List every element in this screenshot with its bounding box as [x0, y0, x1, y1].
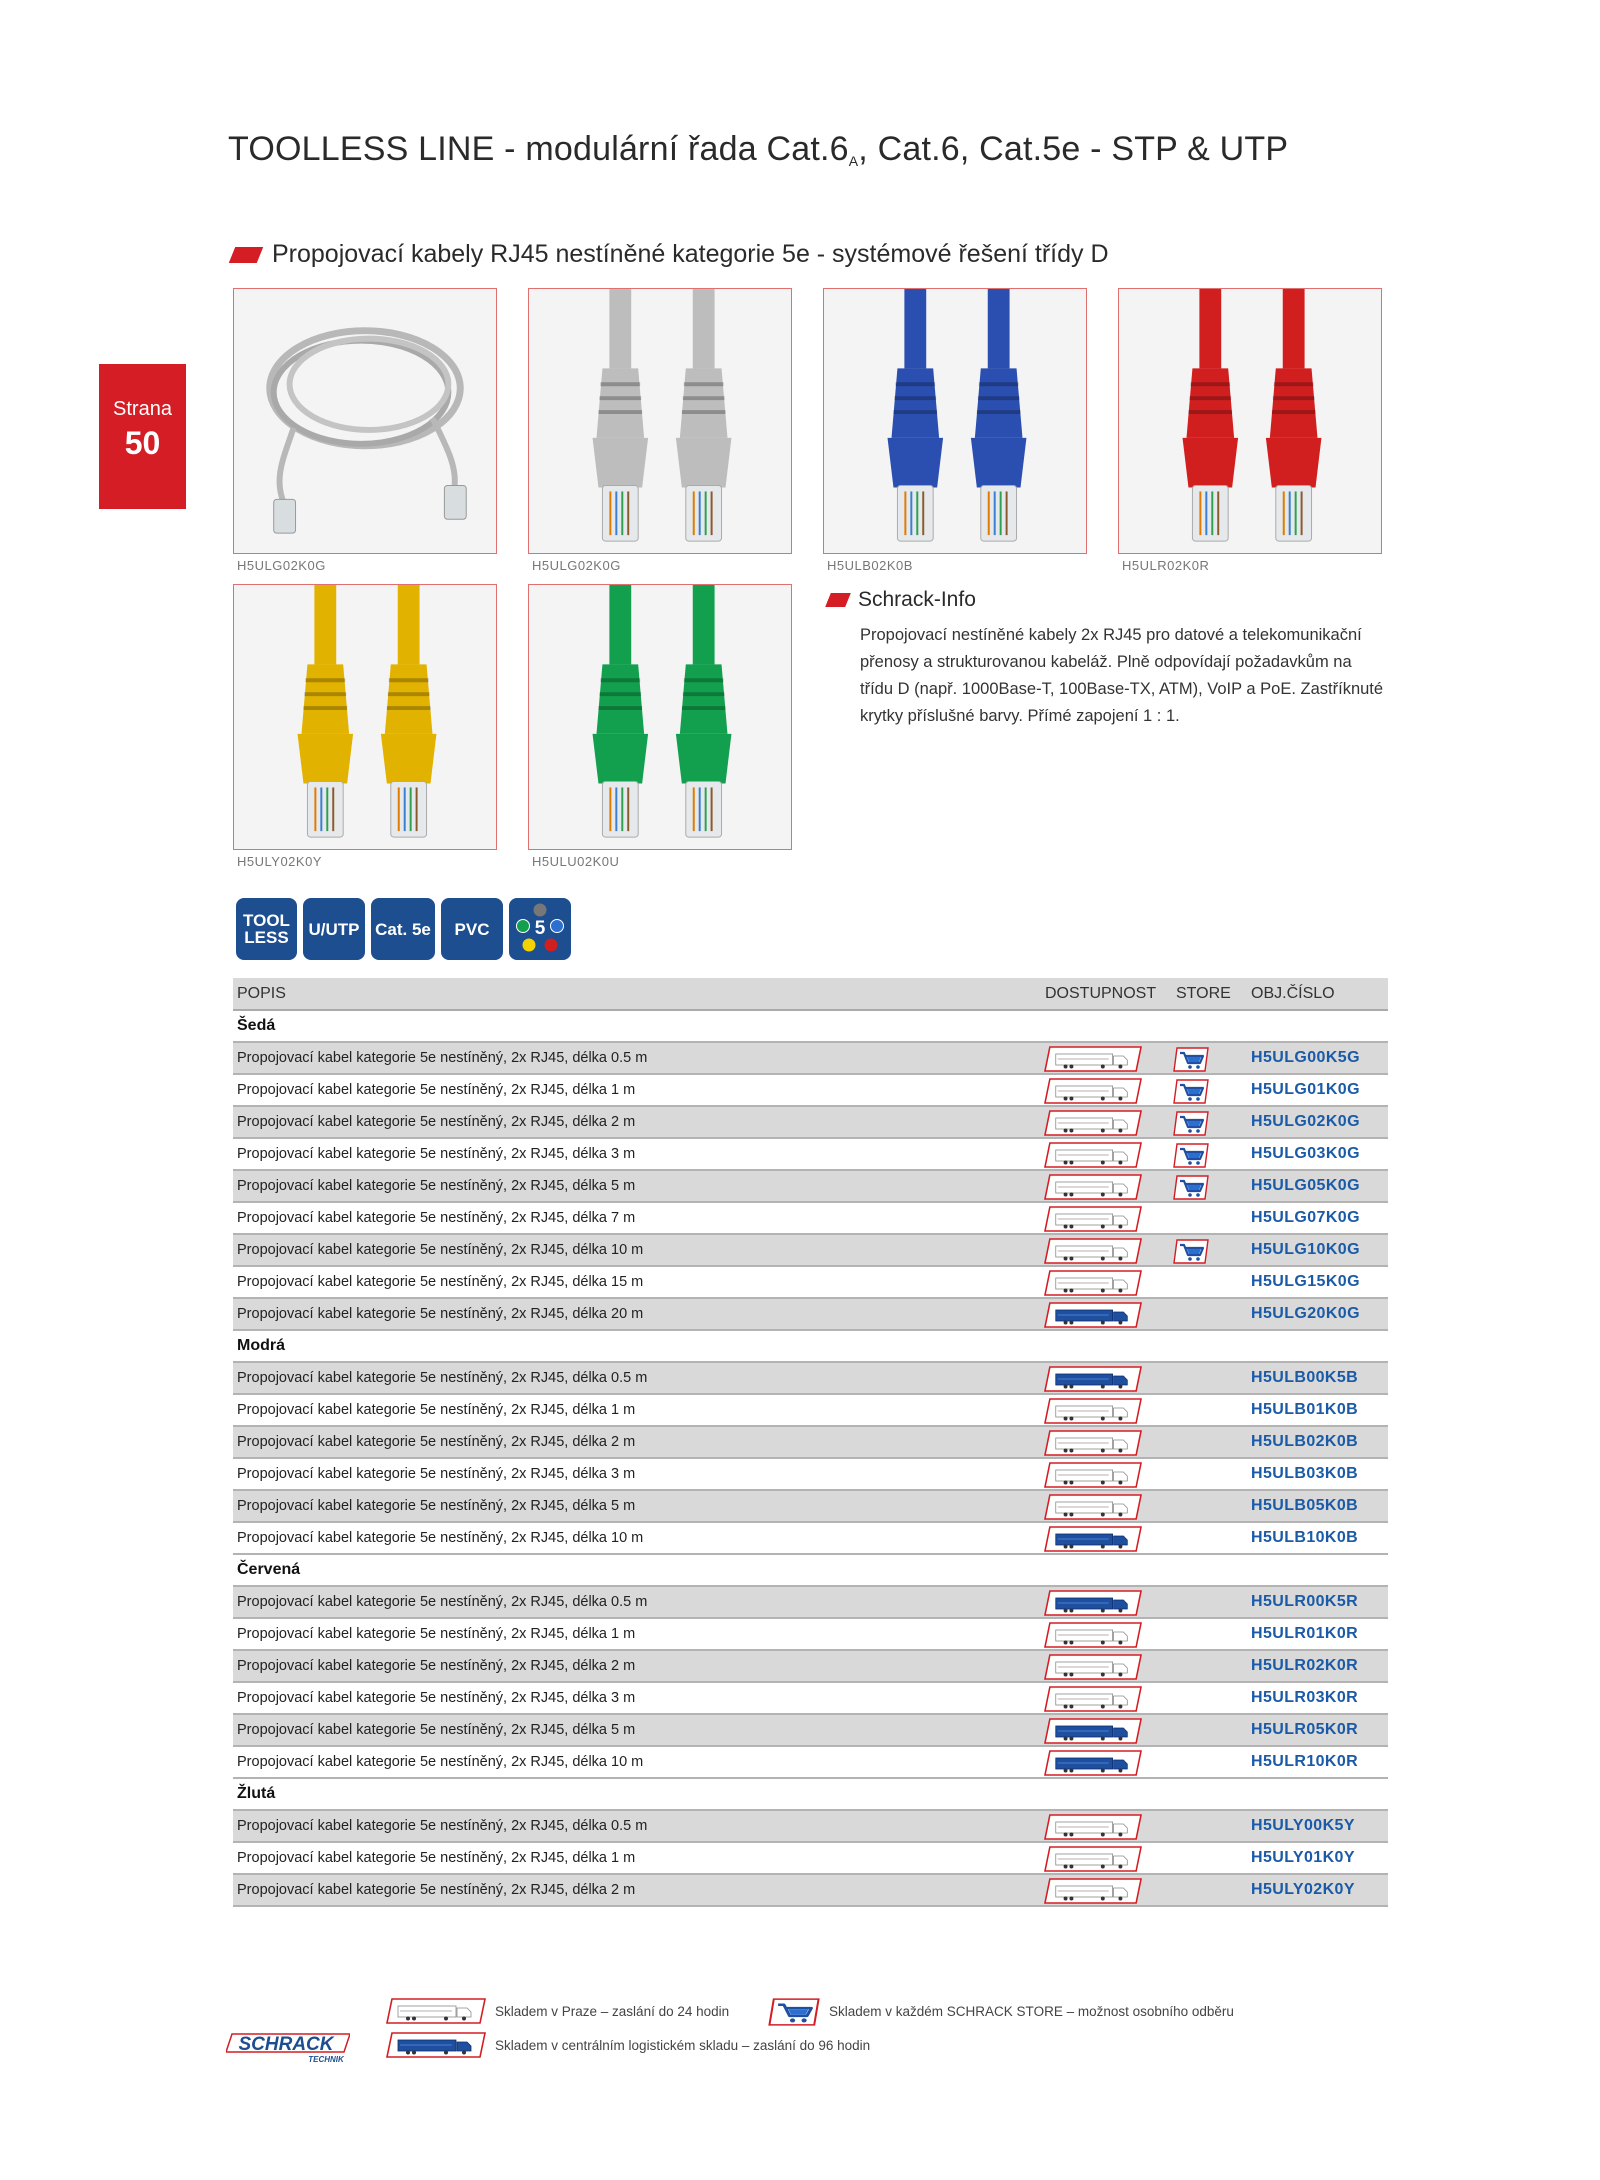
photo-caption: H5ULY02K0Y	[237, 854, 322, 869]
row-description: Propojovací kabel kategorie 5e nestíněný, 2x RJ45, délka 1 m	[237, 1082, 636, 1098]
product-photo	[823, 288, 1087, 554]
table-row	[233, 1299, 1388, 1331]
store-cart-icon	[1173, 1079, 1209, 1104]
group-row	[233, 1555, 1388, 1587]
truck-prague-icon	[1044, 1206, 1142, 1232]
row-description: Propojovací kabel kategorie 5e nestíněný, 2x RJ45, délka 1 m	[237, 1402, 636, 1418]
row-description: Propojovací kabel kategorie 5e nestíněný, 2x RJ45, délka 5 m	[237, 1178, 636, 1194]
truck-prague-icon	[1044, 1174, 1142, 1200]
group-row	[233, 1779, 1388, 1811]
info-title: Schrack-Info	[858, 588, 976, 611]
section-title: Propojovací kabely RJ45 nestíněné kategorie 5e - systémové řešení třídy D	[272, 240, 1109, 268]
order-number[interactable]: H5ULY01K0Y	[1251, 1849, 1355, 1866]
order-number[interactable]: H5ULG15K0G	[1251, 1273, 1360, 1290]
svg-text:TECHNIK: TECHNIK	[308, 2055, 344, 2064]
order-number[interactable]: H5ULB05K0B	[1251, 1497, 1359, 1514]
page-tab-label: Strana	[113, 398, 172, 420]
truck-prague-icon	[1044, 1462, 1142, 1488]
store-cart-icon	[1173, 1143, 1209, 1168]
truck-prague-icon	[1044, 1398, 1142, 1424]
photo-caption: H5ULG02K0G	[532, 558, 621, 573]
table-row	[233, 1651, 1388, 1683]
order-number[interactable]: H5ULR00K5R	[1251, 1593, 1359, 1610]
table-row	[233, 1171, 1388, 1203]
table-row	[233, 1619, 1388, 1651]
product-photo	[233, 584, 497, 850]
table-row	[233, 1683, 1388, 1715]
photo-caption: H5ULU02K0U	[532, 854, 620, 869]
truck-central-icon	[1044, 1718, 1142, 1744]
header-desc: POPIS	[237, 984, 286, 1002]
row-description: Propojovací kabel kategorie 5e nestíněný, 2x RJ45, délka 3 m	[237, 1146, 636, 1162]
truck-central-icon	[1044, 1366, 1142, 1392]
row-description: Propojovací kabel kategorie 5e nestíněný, 2x RJ45, délka 10 m	[237, 1530, 644, 1546]
row-description: Propojovací kabel kategorie 5e nestíněný, 2x RJ45, délka 3 m	[237, 1466, 636, 1482]
group-row	[233, 1331, 1388, 1363]
order-number[interactable]: H5ULG20K0G	[1251, 1305, 1360, 1322]
truck-prague-icon	[1044, 1654, 1142, 1680]
truck-central-icon	[1044, 1526, 1142, 1552]
truck-prague-icon	[1044, 1238, 1142, 1264]
product-photo	[233, 288, 497, 554]
product-table	[233, 978, 1388, 1907]
toolless-badge: TOOL LESS	[236, 898, 297, 960]
store-cart-icon	[1173, 1047, 1209, 1072]
truck-prague-icon	[1044, 1814, 1142, 1840]
order-number[interactable]: H5ULY00K5Y	[1251, 1817, 1355, 1834]
table-row	[233, 1747, 1388, 1779]
table-body	[233, 1011, 1388, 1907]
order-number[interactable]: H5ULB10K0B	[1251, 1529, 1359, 1546]
order-number[interactable]: H5ULG10K0G	[1251, 1241, 1360, 1258]
row-description: Propojovací kabel kategorie 5e nestíněný, 2x RJ45, délka 2 m	[237, 1882, 636, 1898]
truck-prague-icon	[1044, 1846, 1142, 1872]
group-name: Šedá	[237, 1017, 276, 1034]
header-order-number: OBJ.ČÍSLO	[1251, 984, 1335, 1002]
table-row	[233, 1203, 1388, 1235]
row-description: Propojovací kabel kategorie 5e nestíněný, 2x RJ45, délka 0.5 m	[237, 1594, 648, 1610]
legend-truck-prague-icon	[386, 1998, 486, 2024]
order-number[interactable]: H5ULG03K0G	[1251, 1145, 1360, 1162]
table-row	[233, 1107, 1388, 1139]
table-row	[233, 1843, 1388, 1875]
truck-central-icon	[1044, 1750, 1142, 1776]
order-number[interactable]: H5ULG02K0G	[1251, 1113, 1360, 1130]
table-row	[233, 1811, 1388, 1843]
order-number[interactable]: H5ULB02K0B	[1251, 1433, 1359, 1450]
table-row	[233, 1139, 1388, 1171]
group-row	[233, 1011, 1388, 1043]
photo-caption: H5ULB02K0B	[827, 558, 913, 573]
row-description: Propojovací kabel kategorie 5e nestíněný, 2x RJ45, délka 1 m	[237, 1626, 636, 1642]
section-marker-icon	[229, 247, 263, 263]
order-number[interactable]: H5ULR03K0R	[1251, 1689, 1359, 1706]
table-row	[233, 1395, 1388, 1427]
table-row	[233, 1523, 1388, 1555]
table-row	[233, 1459, 1388, 1491]
table-row	[233, 1267, 1388, 1299]
page-number: 50	[124, 425, 161, 461]
product-photo	[1118, 288, 1382, 554]
row-description: Propojovací kabel kategorie 5e nestíněný, 2x RJ45, délka 10 m	[237, 1242, 644, 1258]
row-description: Propojovací kabel kategorie 5e nestíněný, 2x RJ45, délka 0.5 m	[237, 1818, 648, 1834]
order-number[interactable]: H5ULB00K5B	[1251, 1369, 1359, 1386]
colors-badge	[509, 898, 571, 960]
color-dots-icon	[509, 898, 571, 960]
truck-prague-icon	[1044, 1142, 1142, 1168]
row-description: Propojovací kabel kategorie 5e nestíněný, 2x RJ45, délka 15 m	[237, 1274, 644, 1290]
header-store: STORE	[1176, 984, 1231, 1002]
truck-prague-icon	[1044, 1622, 1142, 1648]
row-description: Propojovací kabel kategorie 5e nestíněný, 2x RJ45, délka 0.5 m	[237, 1370, 648, 1386]
row-description: Propojovací kabel kategorie 5e nestíněný, 2x RJ45, délka 5 m	[237, 1498, 636, 1514]
info-text: Propojovací nestíněné kabely 2x RJ45 pro datové a telekomunikační přenosy a strukturovanou kabeláž. Plně odpovídají požadavkům na třídu D (např. 1000Base-T, 100Base-TX, ATM), VoIP a PoE. Zastříknuté krytky příslušné barvy. Přímé zapojení 1 : 1.	[860, 626, 1384, 725]
table-row	[233, 1075, 1388, 1107]
row-description: Propojovací kabel kategorie 5e nestíněný, 2x RJ45, délka 2 m	[237, 1114, 636, 1130]
pvc-badge: PVC	[441, 898, 503, 960]
truck-prague-icon	[1044, 1494, 1142, 1520]
row-description: Propojovací kabel kategorie 5e nestíněný, 2x RJ45, délka 10 m	[237, 1754, 644, 1770]
header-availability: DOSTUPNOST	[1045, 984, 1157, 1002]
schrack-logo	[226, 2030, 350, 2064]
order-number[interactable]: H5ULG01K0G	[1251, 1081, 1360, 1098]
product-photo	[528, 288, 792, 554]
legend-store: Skladem v každém SCHRACK STORE – možnost osobního odběru	[829, 2004, 1234, 2019]
row-description: Propojovací kabel kategorie 5e nestíněný, 2x RJ45, délka 1 m	[237, 1850, 636, 1866]
svg-text:SCHRACK: SCHRACK	[238, 2034, 334, 2055]
page-number-tab	[99, 364, 186, 509]
row-description: Propojovací kabel kategorie 5e nestíněný, 2x RJ45, délka 0.5 m	[237, 1050, 648, 1066]
photo-caption: H5ULR02K0R	[1122, 558, 1210, 573]
legend-prague: Skladem v Praze – zaslání do 24 hodin	[495, 2004, 730, 2019]
store-cart-icon	[1173, 1111, 1209, 1136]
product-photo	[528, 584, 792, 850]
section-heading	[232, 240, 1109, 269]
group-name: Červená	[237, 1561, 301, 1578]
order-number[interactable]: H5ULR02K0R	[1251, 1657, 1359, 1674]
info-marker-icon	[825, 593, 851, 607]
table-row	[233, 1875, 1388, 1907]
legend-central: Skladem v centrálním logistickém skladu – zaslání do 96 hodin	[495, 2038, 871, 2053]
order-number[interactable]: H5ULR05K0R	[1251, 1721, 1359, 1738]
table-row	[233, 1235, 1388, 1267]
page-title: TOOLLESS LINE - modulární řada $Cat.6_A$, Cat.6, Cat.5e - STP & UTP	[228, 130, 1289, 169]
truck-prague-icon	[1044, 1110, 1142, 1136]
truck-central-icon	[1044, 1590, 1142, 1616]
photo-caption: H5ULG02K0G	[237, 558, 326, 573]
row-description: Propojovací kabel kategorie 5e nestíněný, 2x RJ45, délka 2 m	[237, 1658, 636, 1674]
row-description: Propojovací kabel kategorie 5e nestíněný, 2x RJ45, délka 2 m	[237, 1434, 636, 1450]
truck-prague-icon	[1044, 1270, 1142, 1296]
table-row	[233, 1491, 1388, 1523]
table-row	[233, 1427, 1388, 1459]
truck-prague-icon	[1044, 1686, 1142, 1712]
order-number[interactable]: H5ULR01K0R	[1251, 1625, 1359, 1642]
truck-prague-icon	[1044, 1046, 1142, 1072]
order-number[interactable]: H5ULG00K5G	[1251, 1049, 1360, 1066]
feature-badges	[236, 898, 571, 960]
table-row	[233, 1715, 1388, 1747]
table-row	[233, 1587, 1388, 1619]
order-number[interactable]: H5ULG07K0G	[1251, 1209, 1360, 1226]
table-row	[233, 1363, 1388, 1395]
row-description: Propojovací kabel kategorie 5e nestíněný, 2x RJ45, délka 20 m	[237, 1306, 644, 1322]
store-cart-icon	[1173, 1175, 1209, 1200]
order-number[interactable]: H5ULB01K0B	[1251, 1401, 1359, 1418]
order-number[interactable]: H5ULY02K0Y	[1251, 1881, 1355, 1898]
group-name: Modrá	[237, 1337, 285, 1354]
order-number[interactable]: H5ULG05K0G	[1251, 1177, 1360, 1194]
group-name: Žlutá	[237, 1785, 276, 1802]
truck-prague-icon	[1044, 1878, 1142, 1904]
truck-prague-icon	[1044, 1430, 1142, 1456]
order-number[interactable]: H5ULR10K0R	[1251, 1753, 1359, 1770]
row-description: Propojovací kabel kategorie 5e nestíněný, 2x RJ45, délka 3 m	[237, 1690, 636, 1706]
info-heading	[828, 588, 976, 612]
table-header	[233, 978, 1388, 1011]
cat5e-badge: Cat. 5e	[371, 898, 435, 960]
legend-truck-central-icon	[386, 2032, 486, 2058]
order-number[interactable]: H5ULB03K0B	[1251, 1465, 1359, 1482]
truck-prague-icon	[1044, 1078, 1142, 1104]
store-cart-icon	[1173, 1239, 1209, 1264]
truck-central-icon	[1044, 1302, 1142, 1328]
row-description: Propojovací kabel kategorie 5e nestíněný, 2x RJ45, délka 5 m	[237, 1722, 636, 1738]
table-row	[233, 1043, 1388, 1075]
legend-cart-icon	[768, 1998, 820, 2026]
row-description: Propojovací kabel kategorie 5e nestíněný, 2x RJ45, délka 7 m	[237, 1210, 636, 1226]
svg-text:5: 5	[534, 918, 546, 939]
uutp-badge: U/UTP	[303, 898, 365, 960]
